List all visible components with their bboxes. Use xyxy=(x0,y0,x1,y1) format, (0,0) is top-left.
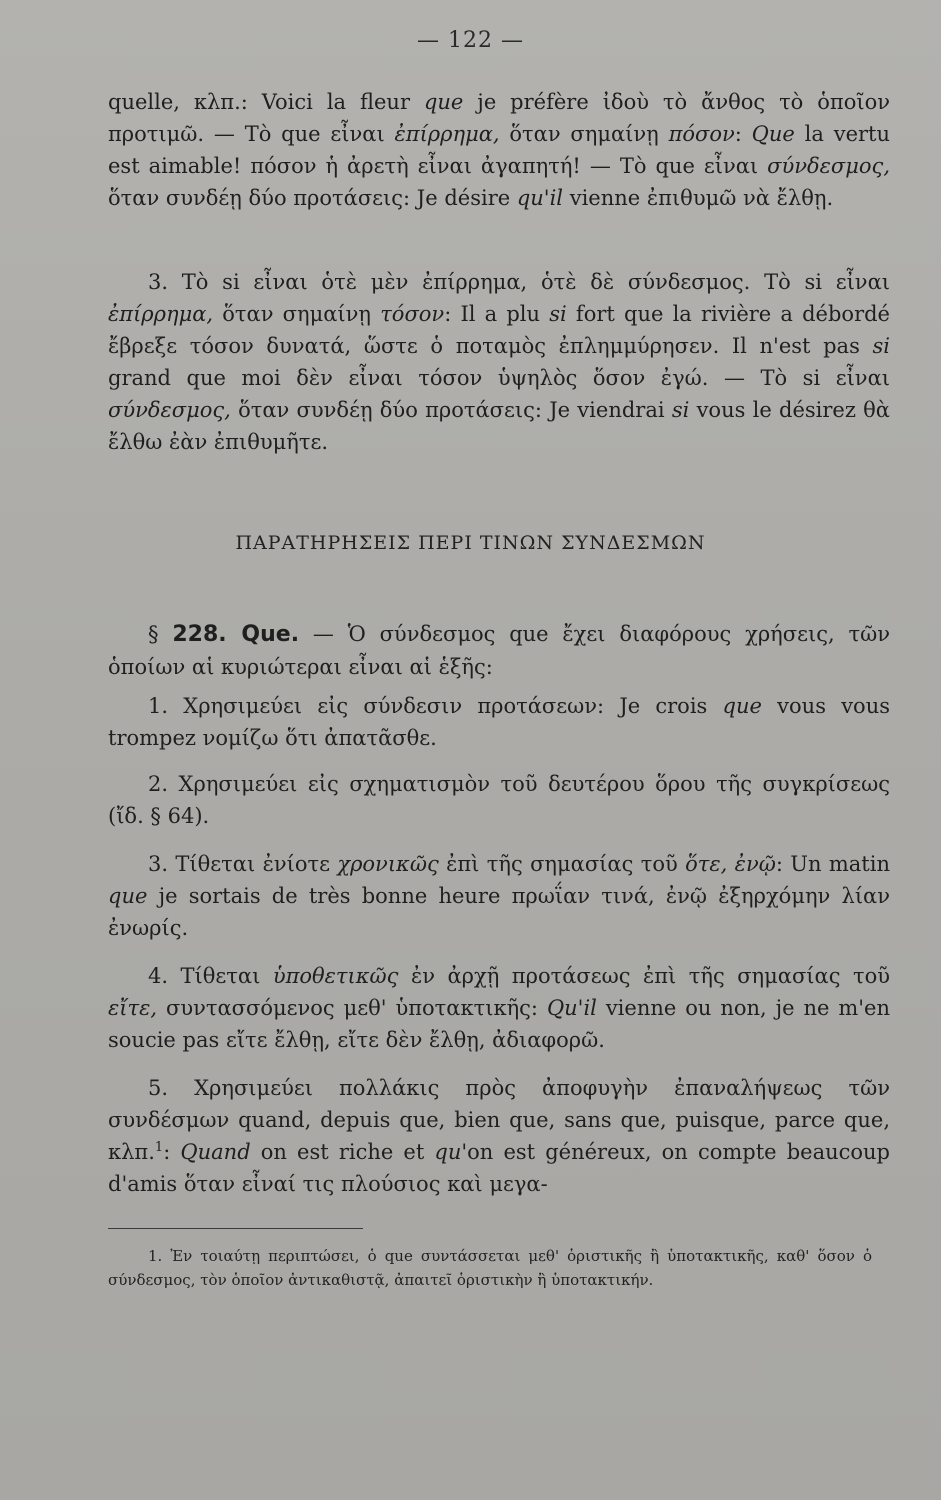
footnote-marker: 1 xyxy=(154,1140,164,1155)
section-228-intro: § 228. Que. — Ὁ σύνδεσμος que ἔχει διαφόρους χρήσεις, τῶν ὁποίων αἱ κυριώτεραι εἶναι αἱ ἑξῆς: xyxy=(108,622,890,679)
list-item-2: 2. Χρησιμεύει εἰς σχηματισμὸν τοῦ δευτέρου ὅρου τῆς συγκρίσεως (ἴδ. § 64). xyxy=(108,772,890,828)
section-heading: ΠΑΡΑΤΗΡΗΣΕΙΣ ΠΕΡΙ ΤΙΝΩΝ ΣΥΝΔΕΣΜΩΝ xyxy=(235,532,706,554)
footnote: 1. Ἐν τοιαύτῃ περιπτώσει, ὁ que συντάσσεται μεθ' ὁριστικῆς ἢ ὑποτακτικῆς, καθ' ὅσον ὁ σύνδεσμος, τὸν ὁποῖον ἀντικαθιστᾷ, ἀπαιτεῖ ὁριστικὴν ἢ ὑποτακτικήν. xyxy=(108,1247,872,1289)
list-item-1: 1. Χρησιμεύει εἰς σύνδεσιν προτάσεων: Je crois que vous vous trompez νομίζω ὅτι ἀπατᾶσθε. xyxy=(108,694,890,750)
paragraph-que-continued: quelle, κλπ.: Voici la fleur que je préfère ἰδοὺ τὸ ἄνθος τὸ ὁποῖον προτιμῶ. — Τὸ que εἶναι ἐπίρρημα, ὅταν σημαίνῃ πόσον: Que la vertu est aimable! πόσον ἡ ἀρετὴ εἶναι ἀγαπητή! — Τὸ que εἶναι σύνδεσμος, ὅταν συνδέῃ δύο προτάσεις: Je désire qu'il vienne ἐπιθυμῶ νὰ ἔλθῃ. xyxy=(108,90,891,210)
list-item-3: 3. Τίθεται ἐνίοτε χρονικῶς ἐπὶ τῆς σημασίας τοῦ ὅτε, ἐνῷ: Un matin que je sortais de très bonne heure πρωΐαν τινά, ἐνῷ ἐξηρχόμην λίαν ἐνωρίς. xyxy=(108,852,890,940)
page-number: — 122 — xyxy=(417,28,524,53)
list-item-5: 5. Χρησιμεύει πολλάκις πρὸς ἀποφυγὴν ἐπαναλήψεως τῶν συνδέσμων quand, depuis que, bien que, sans que, puisque, parce que, κλπ.$^1$: Quand on est riche et qu'on est généreux, on compte beaucoup d'amis ὅταν εἶναί τις πλούσιος καὶ μεγα- xyxy=(108,1076,890,1196)
paragraph-si: 3. Τὸ si εἶναι ὁτὲ μὲν ἐπίρρημα, ὁτὲ δὲ σύνδεσμος. Τὸ si εἶναι ἐπίρρημα, ὅταν σημαίνῃ τόσον: Il a plu si fort que la rivière a débordé ἔβρεξε τόσον δυνατά, ὥστε ὁ ποταμὸς ἐπλημμύρησεν. Il n'est pas si grand que moi δὲν εἶναι τόσον ὑψηλὸς ὅσον ἐγώ. — Τὸ si εἶναι σύνδεσμος, ὅταν συνδέῃ δύο προτάσεις: Je viendrai si vous le désirez θὰ ἔλθω ἐὰν ἐπιθυμῆτε. xyxy=(108,270,890,454)
section-number: 228. Que. xyxy=(172,622,300,647)
footnote-divider xyxy=(108,1228,363,1229)
continuation-block xyxy=(108,86,890,214)
list-item-4: 4. Τίθεται ὑποθετικῶς ἐν ἀρχῇ προτάσεως ἐπὶ τῆς σημασίας τοῦ εἴτε, συντασσόμενος μεθ' ὑποτακτικῆς: Qu'il vienne ou non, je ne m'en soucie pas εἴτε ἔλθῃ, εἴτε δὲν ἔλθῃ, ἀδιαφορῶ. xyxy=(108,964,890,1052)
